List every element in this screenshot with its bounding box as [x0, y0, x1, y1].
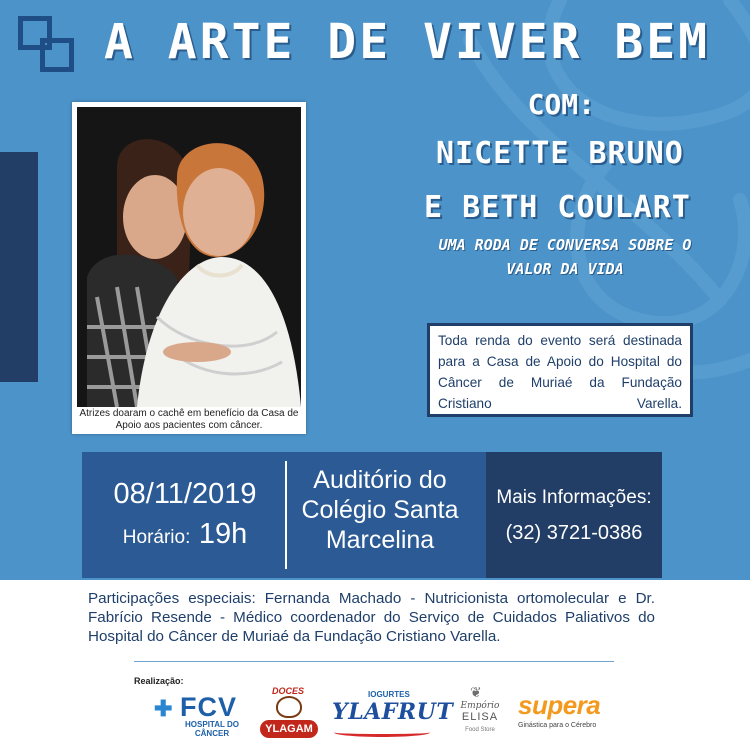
swoosh-icon	[334, 728, 430, 737]
emporio-elisa-logo	[450, 684, 510, 744]
contact-panel	[486, 452, 662, 578]
photo-card	[72, 102, 306, 434]
ylagam-top-text: DOCES	[272, 686, 305, 696]
more-info-label: Mais Informações:	[496, 487, 652, 508]
photo-caption: Atrizes doaram o cachê em benefício da Casa de Apoio aos pacientes com câncer.	[79, 408, 299, 431]
guest-name-line-2: E BETH COULART	[424, 190, 691, 225]
details-divider	[285, 461, 287, 569]
emporio-top-text: Empório	[460, 701, 500, 711]
supera-subtitle: Ginástica para o Cérebro	[518, 722, 597, 729]
event-time	[100, 518, 270, 551]
fcv-name: FCV	[180, 692, 237, 722]
with-label: COM:	[527, 88, 595, 121]
realizacao-label: Realização:	[134, 676, 184, 686]
left-accent-bar	[0, 152, 38, 382]
event-date: 08/11/2019	[113, 478, 257, 510]
guest-name-line-1: NICETTE BRUNO	[436, 136, 684, 171]
event-venue: Auditório do Colégio Santa Marcelina	[301, 466, 459, 554]
ylagam-name: YLAGAM	[260, 720, 318, 738]
squares-logo-icon	[18, 16, 80, 78]
cow-icon	[276, 696, 302, 718]
supera-logo	[514, 690, 604, 740]
donation-info-box: Toda renda do evento será destinada para a Casa de Apoio do Hospital do Câncer de Muriaé da Fundação Cristiano Varella.	[427, 323, 693, 417]
ylagam-logo	[258, 686, 320, 742]
time-value: 19h	[198, 518, 248, 550]
special-participants: Participações especiais: Fernanda Machado - Nutricionista ortomolecular e Dr. Fabrício Resende - Médico coordenador do Serviço de Cuidados Paliativos do Hospital do Câncer de Muriaé da Fundação Cristiano Varella.	[88, 590, 655, 645]
ylafrut-name: YLAFRUT	[332, 699, 454, 725]
event-subtitle: UMA RODA DE CONVERSA SOBRE O VALOR DA VIDA	[438, 236, 692, 278]
leaf-icon: ❦	[470, 684, 482, 700]
supera-name: supera	[518, 690, 601, 720]
ylafrut-logo	[332, 690, 454, 740]
ylafrut-top-text: IOGURTES	[368, 690, 410, 699]
fcv-logo	[150, 690, 250, 740]
contact-phone: (32) 3721-0386	[505, 522, 643, 544]
actresses-photo-illustration	[77, 107, 301, 407]
emporio-subtitle: Food Store	[465, 727, 495, 733]
sponsor-separator	[134, 661, 614, 662]
time-label: Horário:	[122, 527, 191, 548]
person-icon: ✚	[154, 696, 173, 721]
fcv-subtitle: HOSPITAL DO CÂNCER	[185, 720, 239, 738]
event-title: A ARTE DE VIVER BEM	[104, 14, 711, 70]
emporio-name: ELISA	[461, 711, 499, 723]
actresses-photo	[77, 107, 301, 407]
